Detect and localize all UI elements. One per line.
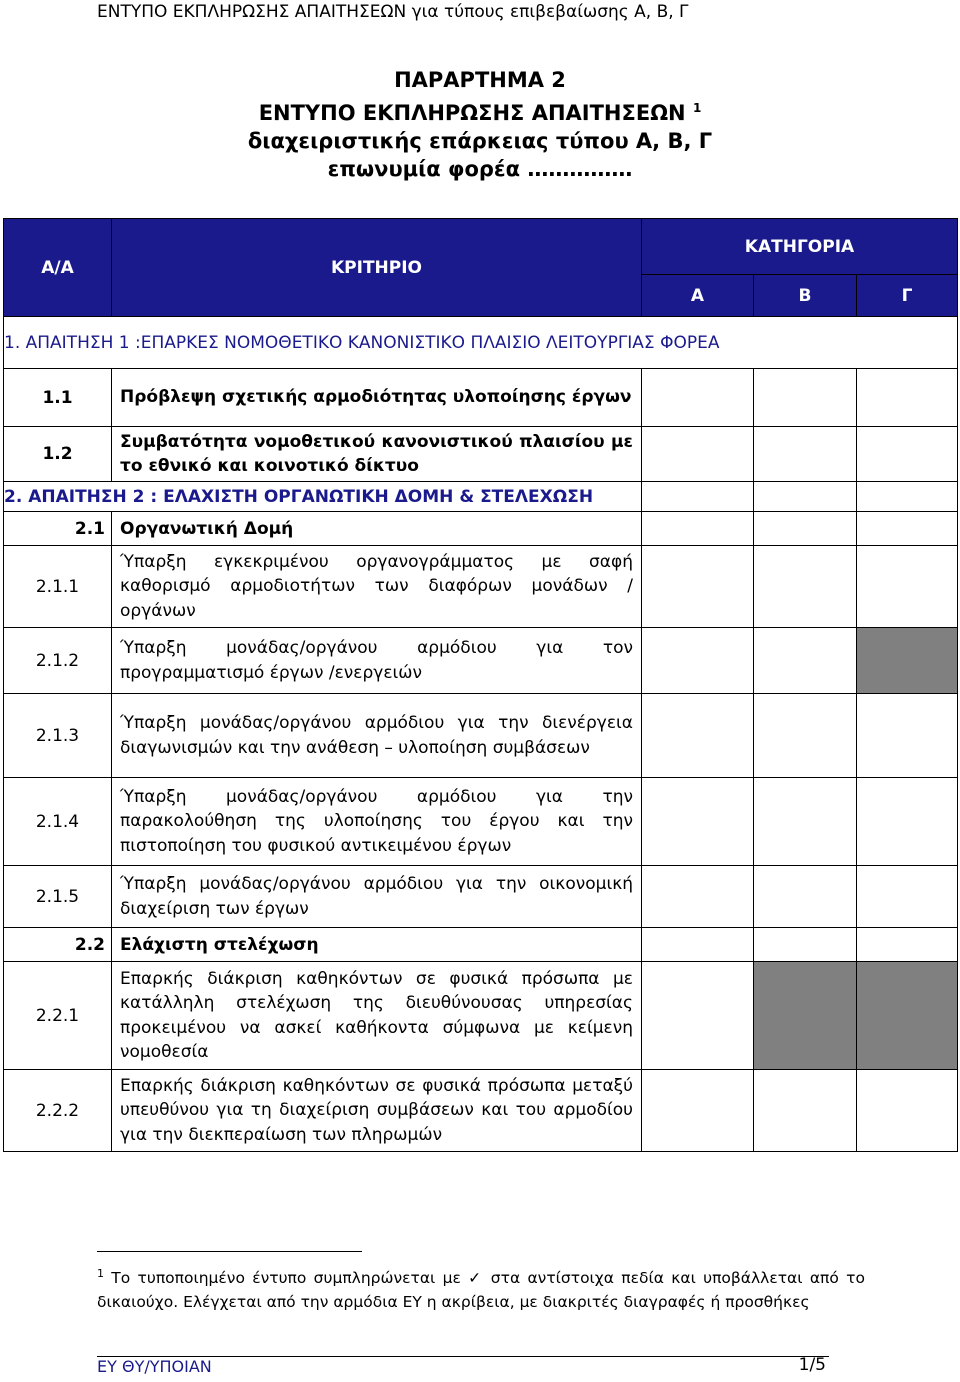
row-number: 2.1.2	[4, 628, 112, 694]
cell-c[interactable]	[857, 512, 958, 546]
cell-a[interactable]	[642, 482, 754, 512]
cell-a[interactable]	[642, 866, 754, 928]
cell-c-shaded	[857, 628, 958, 694]
criteria-table	[3, 218, 958, 1152]
header-cat-a: Α	[642, 275, 754, 317]
subsection-row	[4, 512, 958, 546]
row-criterion: Ύπαρξη εγκεκριμένου οργανογράμματος με σαφή καθορισμό αρμοδιοτήτων των διαφόρων μονάδων /οργάνων	[112, 546, 642, 628]
table-row	[4, 369, 958, 427]
subsection-number: 2.1	[4, 512, 112, 546]
cell-c[interactable]	[857, 427, 958, 482]
cell-b[interactable]	[754, 369, 857, 427]
section-2-title: 2. ΑΠΑΙΤΗΣΗ 2 : ΕΛΑΧΙΣΤΗ ΟΡΓΑΝΩΤΙΚΗ ΔΟΜΗ & ΣΤΕΛΕΧΩΣΗ	[4, 482, 642, 512]
cell-a[interactable]	[642, 1070, 754, 1152]
cell-c[interactable]	[857, 482, 958, 512]
table-row	[4, 694, 958, 778]
table-row	[4, 546, 958, 628]
cell-a[interactable]	[642, 778, 754, 866]
cell-b[interactable]	[754, 427, 857, 482]
row-number: 2.1.1	[4, 546, 112, 628]
title-line-3: διαχειριστικής επάρκειας τύπου Α, Β, Γ	[247, 129, 713, 153]
cell-a[interactable]	[642, 546, 754, 628]
table-row	[4, 866, 958, 928]
row-number: 1.2	[4, 427, 112, 482]
cell-b[interactable]	[754, 866, 857, 928]
cell-b[interactable]	[754, 546, 857, 628]
checkmark-icon: ✓	[468, 1269, 484, 1288]
footnote-ref: 1	[692, 101, 702, 115]
subsection-title: Ελάχιστη στελέχωση	[112, 928, 642, 962]
footnote-separator	[97, 1251, 362, 1252]
row-number: 2.1.4	[4, 778, 112, 866]
subsection-row	[4, 928, 958, 962]
cell-a[interactable]	[642, 928, 754, 962]
footnote-text-after: στα αντίστοιχα πεδία και υποβάλλεται από το δικαιούχο. Ελέγχεται από την αρμόδια ΕΥ η ακρίβεια, με διακριτές διαγραφές ή προσθήκες	[97, 1269, 865, 1312]
cell-c[interactable]	[857, 866, 958, 928]
footnote-text-before: Το τυποποιημένο έντυπο συμπληρώνεται με	[111, 1269, 469, 1288]
cell-c[interactable]	[857, 369, 958, 427]
cell-c-shaded	[857, 962, 958, 1070]
cell-a[interactable]	[642, 628, 754, 694]
footer-label: ΕΥ ΘΥ/ΥΠΟΙΑΝ	[97, 1357, 212, 1376]
cell-c[interactable]	[857, 1070, 958, 1152]
cell-a[interactable]	[642, 694, 754, 778]
row-number: 2.2.2	[4, 1070, 112, 1152]
row-number: 2.2.1	[4, 962, 112, 1070]
cell-a[interactable]	[642, 512, 754, 546]
table-row	[4, 962, 958, 1070]
table-row	[4, 778, 958, 866]
table-row	[4, 1070, 958, 1152]
cell-c[interactable]	[857, 546, 958, 628]
document-title	[0, 66, 960, 183]
footnote	[97, 1262, 865, 1314]
subsection-number: 2.2	[4, 928, 112, 962]
cell-b[interactable]	[754, 694, 857, 778]
section-1-row	[4, 317, 958, 369]
cell-c[interactable]	[857, 928, 958, 962]
header-category: ΚΑΤΗΓΟΡΙΑ	[642, 219, 958, 275]
cell-b[interactable]	[754, 482, 857, 512]
row-criterion: Συμβατότητα νομοθετικού κανονιστικού πλαισίου με το εθνικό και κοινοτικό δίκτυο	[112, 427, 642, 482]
cell-b[interactable]	[754, 778, 857, 866]
header-cat-b: Β	[754, 275, 857, 317]
row-number: 2.1.5	[4, 866, 112, 928]
footnote-number: 1	[97, 1267, 104, 1280]
cell-b[interactable]	[754, 928, 857, 962]
row-criterion: Πρόβλεψη σχετικής αρμοδιότητας υλοποίησης έργων	[112, 369, 642, 427]
row-criterion: Επαρκής διάκριση καθηκόντων σε φυσικά πρόσωπα μεταξύ υπευθύνου για τη διαχείριση συμβάσεων και του αρμοδίου για την διεκπεραίωση των πληρωμών	[112, 1070, 642, 1152]
cell-a[interactable]	[642, 427, 754, 482]
cell-b[interactable]	[754, 1070, 857, 1152]
title-line-1: ΠΑΡΑΡΤΗΜΑ 2	[394, 68, 566, 92]
header-cat-c: Γ	[857, 275, 958, 317]
row-criterion: Ύπαρξη μονάδας/οργάνου αρμόδιου για την οικονομική διαχείριση των έργων	[112, 866, 642, 928]
row-criterion: Επαρκής διάκριση καθηκόντων σε φυσικά πρόσωπα με κατάλληλη στελέχωση της διευθύνουσας υπηρεσίας προκειμένου να ασκεί καθήκοντα σύμφωνα με κείμενη νομοθεσία	[112, 962, 642, 1070]
row-criterion: Ύπαρξη μονάδας/οργάνου αρμόδιου για την διενέργεια διαγωνισμών και την ανάθεση – υλοποίηση συμβάσεων	[112, 694, 642, 778]
cell-b-shaded	[754, 962, 857, 1070]
cell-c[interactable]	[857, 694, 958, 778]
cell-a[interactable]	[642, 962, 754, 1070]
row-number: 2.1.3	[4, 694, 112, 778]
cell-b[interactable]	[754, 512, 857, 546]
title-line-2: ΕΝΤΥΠΟ ΕΚΠΛΗΡΩΣΗΣ ΑΠΑΙΤΗΣΕΩΝ $^1$	[258, 101, 702, 125]
page-number: 1/5	[798, 1355, 826, 1375]
header-criterion: ΚΡΙΤΗΡΙΟ	[112, 219, 642, 317]
table-row	[4, 628, 958, 694]
header-aa: Α/Α	[4, 219, 112, 317]
section-1-title: 1. ΑΠΑΙΤΗΣΗ 1 :ΕΠΑΡΚΕΣ ΝΟΜΟΘΕΤΙΚΟ ΚΑΝΟΝΙΣΤΙΚΟ ΠΛΑΙΣΙΟ ΛΕΙΤΟΥΡΓΙΑΣ ΦΟΡΕΑ	[4, 317, 958, 369]
row-criterion: Ύπαρξη μονάδας/οργάνου αρμόδιου για την παρακολούθηση της υλοποίησης του έργου και την πιστοποίηση του φυσικού αντικειμένου έργων	[112, 778, 642, 866]
subsection-title: Οργανωτική Δομή	[112, 512, 642, 546]
title-line-4: επωνυμία φορέα ……………	[327, 157, 633, 181]
row-criterion: Ύπαρξη μονάδας/οργάνου αρμόδιου για τον προγραμματισμό έργων /ενεργειών	[112, 628, 642, 694]
cell-b[interactable]	[754, 628, 857, 694]
running-header: ΕΝΤΥΠΟ ΕΚΠΛΗΡΩΣΗΣ ΑΠΑΙΤΗΣΕΩΝ για τύπους επιβεβαίωσης Α, Β, Γ	[97, 2, 689, 22]
row-number: 1.1	[4, 369, 112, 427]
cell-c[interactable]	[857, 778, 958, 866]
table-row	[4, 427, 958, 482]
cell-a[interactable]	[642, 369, 754, 427]
section-2-row	[4, 482, 958, 512]
